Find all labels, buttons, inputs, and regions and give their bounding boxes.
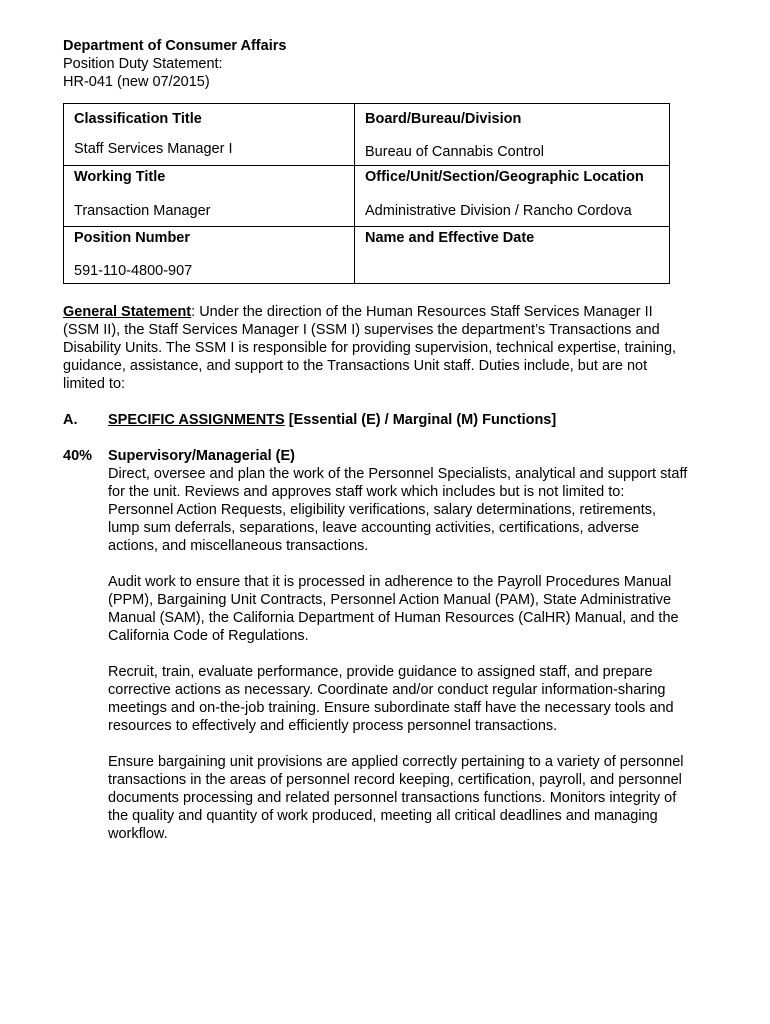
duty-text: Direct, oversee and plan the work of the Personnel Specialists, analytical and support staff for the unit. Reviews and approves staff work which includes but is not limited to: Personnel Action Requests, eligibility verifications, salary determinations, retirements, lump sum deferrals, separations, leave accounting activities, certifications, adverse actions, and miscellaneous transactions.	[108, 466, 688, 554]
section-a-heading	[63, 411, 556, 429]
office-location-label: Office/Unit/Section/Geographic Location	[365, 169, 644, 185]
table-row	[64, 227, 670, 284]
board-bureau-division-value: Bureau of Cannabis Control	[365, 144, 544, 160]
table-row	[64, 104, 670, 166]
duty-paragraph: Recruit, train, evaluate performance, provide guidance to assigned staff, and prepare corrective actions as necessary. Coordinate and/or conduct regular information-sharing meetings and on-the-job training. Ensure subordinate staff have the necessary tools and resources to effectively and efficiently process personnel transactions.	[108, 664, 674, 734]
duty-title: Supervisory/Managerial (E)	[108, 448, 295, 464]
department-name: Department of Consumer Affairs	[63, 38, 287, 54]
classification-title-cell	[64, 104, 355, 166]
document-title: Position Duty Statement:	[63, 56, 223, 72]
general-statement	[63, 303, 683, 393]
classification-title-label: Classification Title	[74, 111, 202, 127]
section-a-title: SPECIFIC ASSIGNMENTS	[108, 412, 285, 428]
section-a-letter: A.	[63, 412, 78, 428]
duty-paragraph	[108, 447, 688, 555]
working-title-value: Transaction Manager	[74, 203, 211, 219]
position-number-cell	[64, 227, 355, 284]
duty-paragraph: Audit work to ensure that it is processed in adherence to the Payroll Procedures Manual (PPM), Bargaining Unit Contracts, Personnel Action Manual (PAM), State Administrative Manual (SAM), the California Department of Human Resources (CalHR) Manual, and the California Code of Regulations.	[108, 574, 679, 644]
duty-block	[108, 447, 688, 861]
working-title-label: Working Title	[74, 169, 166, 185]
section-a-subtitle: [Essential (E) / Marginal (M) Functions]	[284, 412, 557, 428]
office-location-cell	[355, 166, 670, 227]
form-id: HR-041 (new 07/2015)	[63, 74, 210, 90]
table-row	[64, 166, 670, 227]
general-statement-label: General Statement	[63, 304, 192, 320]
general-statement-text: : Under the direction of the Human Resources Staff Services Manager II (SSM II), the Staff Services Manager I (SSM I) supervises the department’s Transactions and Disability Units. The SSM I is responsible for providing supervision, technical expertise, training, guidance, assistance, and support to the Transactions Unit staff. Duties include, but are not limited to:	[63, 304, 677, 392]
classification-title-value: Staff Services Manager I	[74, 141, 233, 157]
document-header	[63, 37, 286, 91]
name-effective-date-cell	[355, 227, 670, 284]
position-info-table	[63, 103, 670, 284]
duty-paragraph: Ensure bargaining unit provisions are applied correctly pertaining to a variety of personnel transactions in the areas of personnel record keeping, certification, payroll, and personnel documents processing and related personnel transactions functions. Monitors integrity of the quality and quantity of work produced, meeting all critical deadlines and managing workflow.	[108, 754, 684, 842]
board-bureau-division-cell	[355, 104, 670, 166]
office-location-value: Administrative Division / Rancho Cordova	[365, 203, 632, 219]
board-bureau-division-label: Board/Bureau/Division	[365, 111, 522, 127]
position-number-label: Position Number	[74, 230, 191, 246]
name-effective-date-label: Name and Effective Date	[365, 230, 535, 246]
position-number-value: 591-110-4800-907	[74, 263, 193, 279]
duty-percent: 40%	[63, 448, 93, 464]
working-title-cell	[64, 166, 355, 227]
